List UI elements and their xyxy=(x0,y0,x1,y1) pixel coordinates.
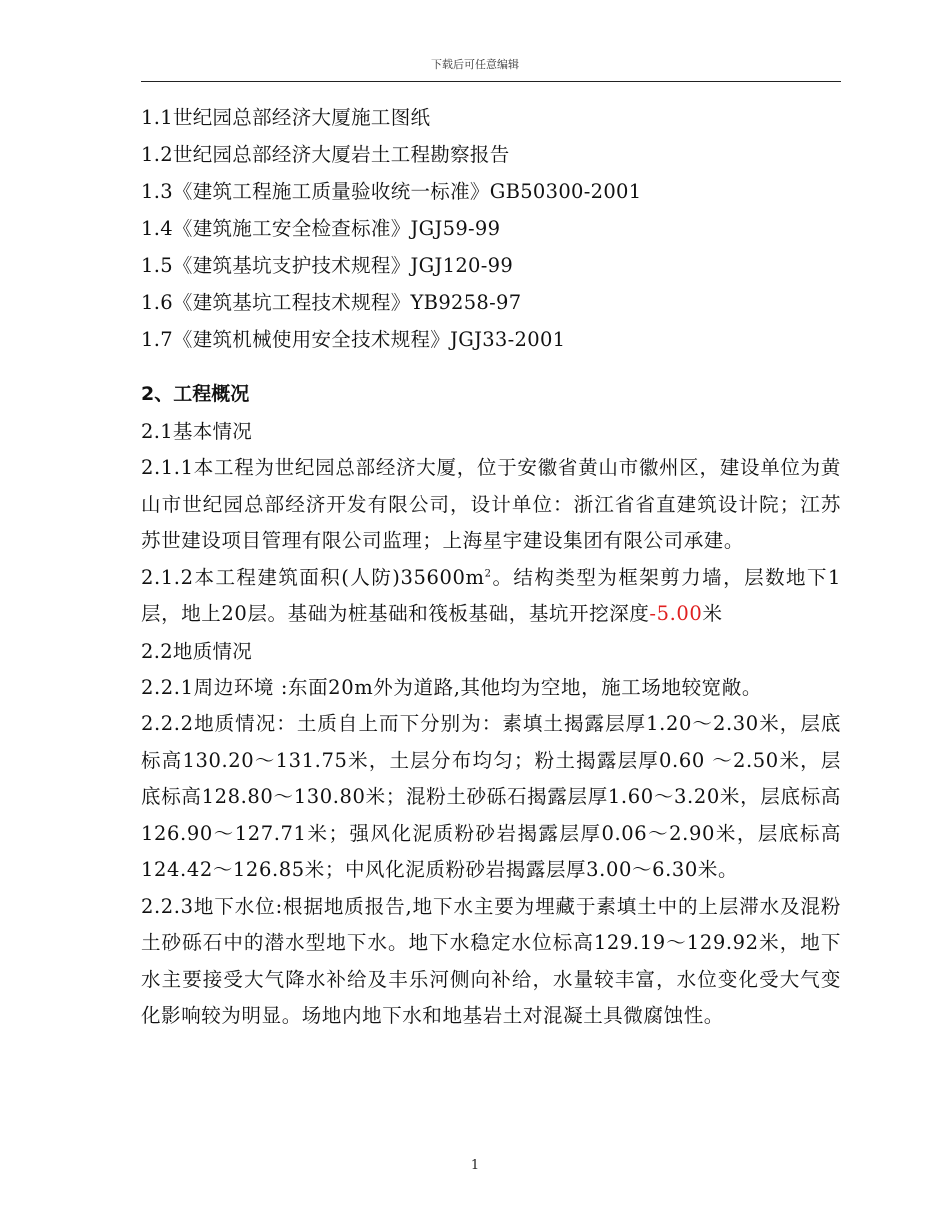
page-number: 1 xyxy=(470,1158,480,1173)
reference-item: 1.3《建筑工程施工质量验收统一标准》GB50300-2001 xyxy=(141,180,642,203)
header-rule xyxy=(141,81,841,82)
excavation-depth-value: -5.00 xyxy=(649,602,703,625)
paragraph-text: 。结构类型为框架剪力墙，层数地下1层，地上20层。基础为桩基础和筏板基础，基坑开挖深度 xyxy=(141,565,841,625)
subsection-title: 2.1基本情况 xyxy=(141,420,253,443)
reference-item: 1.6《建筑基坑工程技术规程》YB9258-97 xyxy=(141,291,522,314)
subsection-title: 2.2地质情况 xyxy=(141,639,253,663)
paragraph-2-1-2 xyxy=(141,560,841,633)
reference-item: 1.4《建筑施工安全检查标准》JGJ59-99 xyxy=(141,217,501,240)
reference-item: 1.1世纪园总部经济大厦施工图纸 xyxy=(141,106,431,129)
reference-item: 1.2世纪园总部经济大厦岩土工程勘察报告 xyxy=(141,143,510,166)
paragraph-2-2-2: 2.2.2地质情况：土质自上而下分别为：素填土揭露层厚1.20～2.30米，层底标高130.20～131.75米，土层分布均匀；粉土揭露层厚0.60 ～2.50米，层底标高128.80～130.80米；混粉土砂砾石揭露层厚1.60～3.20米，层底标高126.90～127.71米；强风化泥质粉砂岩揭露层厚0.06～2.90米，层底标高124.42～126.85米；中风化泥质粉砂岩揭露层厚3.00～6.30米。 xyxy=(141,712,841,881)
section-heading: 2、工程概况 xyxy=(141,383,250,405)
paragraph-2-1-1: 2.1.1本工程为世纪园总部经济大厦，位于安徽省黄山市徽州区，建设单位为黄山市世纪园总部经济开发有限公司，设计单位：浙江省省直建筑设计院；江苏苏世建设项目管理有限公司监理；上海星宇建设集团有限公司承建。 xyxy=(141,456,841,552)
paragraph-2-2-3: 2.2.3地下水位:根据地质报告,地下水主要为埋藏于素填土中的上层滞水及混粉土砂砾石中的潜水型地下水。地下水稳定水位标高129.19～129.92米，地下水主要接受大气降水补给及丰乐河侧向补给，水量较丰富，水位变化受大气变化影响较为明显。场地内地下水和地基岩土对混凝土具微腐蚀性。 xyxy=(141,894,841,1027)
paragraph-2-2-1: 2.2.1周边环境 :东面20m外为道路,其他均为空地，施工场地较宽敞。 xyxy=(141,675,762,699)
reference-item: 1.5《建筑基坑支护技术规程》JGJ120-99 xyxy=(141,254,514,277)
unit-text: 米 xyxy=(702,602,723,625)
reference-item: 1.7《建筑机械使用安全技术规程》JGJ33-2001 xyxy=(141,328,566,351)
paragraph-text: 2.1.2本工程建筑面积(人防)35600m xyxy=(141,565,485,589)
superscript: 2 xyxy=(484,568,492,579)
document-body xyxy=(141,99,841,1035)
page-header: 下载后可任意编辑 xyxy=(431,58,519,71)
